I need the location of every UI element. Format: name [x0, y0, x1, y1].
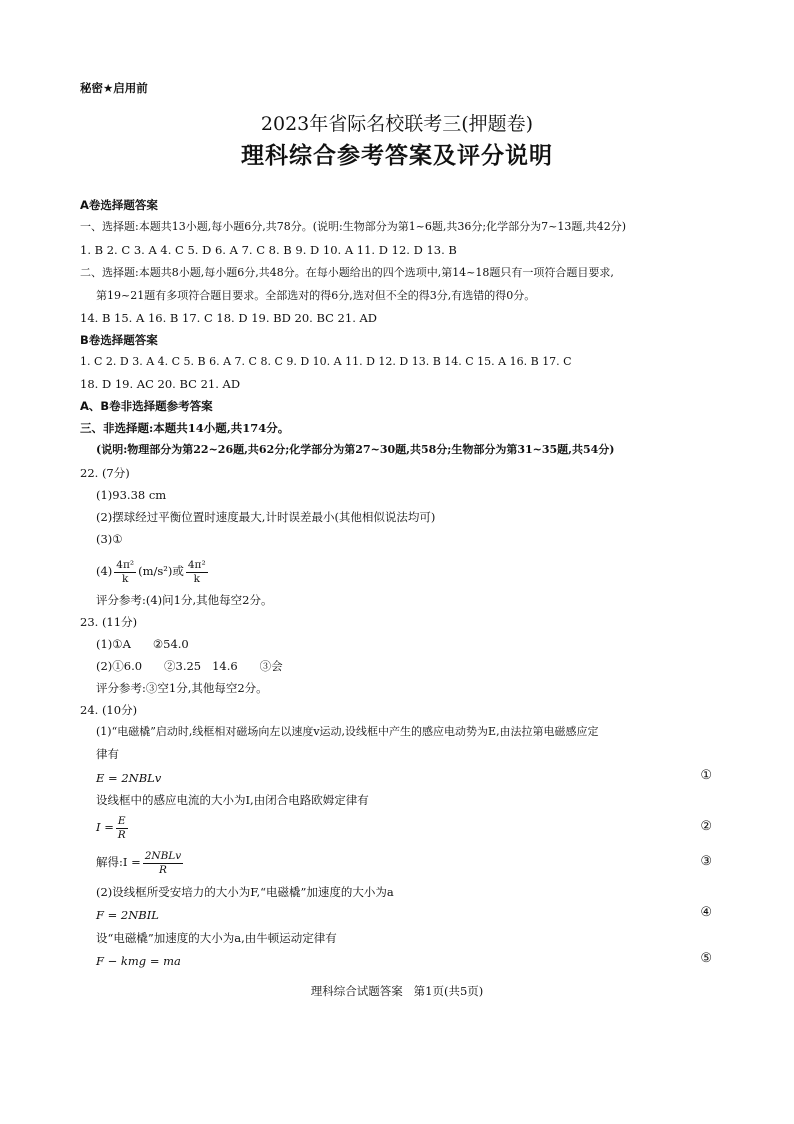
- q24-eq-1-number: ①: [700, 768, 712, 783]
- a-part2-desc-1: 二、选择题:本题共8小题,每小题6分,共48分。在每小题给出的四个选项中,第14~18题只有一项符合题目要求,: [80, 266, 614, 279]
- q24-para-2: 设线框中的感应电流的大小为I,由闭合电路欧姆定律有: [96, 793, 369, 807]
- secret-label: 秘密★启用前: [80, 81, 148, 95]
- q24-eq-2-den: R: [117, 828, 126, 841]
- q22-line-3: (3)①: [96, 532, 123, 546]
- part3-note: (说明:物理部分为第22~26题,共62分;化学部分为第27~30题,共58分;生物部分为第31~35题,共54分): [96, 443, 615, 456]
- q24-eq-3-lhs: 解得:I =: [96, 855, 141, 869]
- q24-eq-3-num: 2NBLv: [144, 849, 182, 862]
- exam-title: 2023年省际名校联考三(押题卷): [260, 113, 534, 135]
- ab-heading: A、B卷非选择题参考答案: [80, 399, 213, 413]
- q24-eq-3: [96, 847, 185, 877]
- q24-eq-3-den: R: [159, 863, 167, 876]
- q22-frac1-den: k: [122, 572, 129, 585]
- q22-score: 评分参考:(4)问1分,其他每空2分。: [96, 593, 273, 607]
- q23-line-1: (1)①A ②54.0: [96, 637, 189, 651]
- q22-unit: (m/s²)或: [138, 564, 184, 578]
- q22-line-4: [96, 556, 210, 586]
- q24-eq-1: E = 2NBLv: [96, 771, 162, 785]
- doc-title: 理科综合参考答案及评分说明: [241, 142, 553, 169]
- a-part2-answers: 14. B 15. A 16. B 17. C 18. D 19. BD 20. BC 21. AD: [80, 311, 378, 325]
- q22-frac1-num: 4π²: [116, 558, 135, 571]
- q24-eq-2-num: E: [117, 814, 126, 827]
- q24-eq-5: F − kmg = ma: [96, 954, 181, 968]
- b-answers-2: 18. D 19. AC 20. BC 21. AD: [80, 377, 241, 391]
- q24-eq-2-lhs: I =: [96, 820, 114, 834]
- q22-frac2-den: k: [193, 572, 200, 585]
- part3-desc: 三、非选择题:本题共14小题,共174分。: [80, 421, 290, 435]
- q24-title: 24. (10分): [80, 703, 138, 717]
- q22-title: 22. (7分): [80, 466, 130, 480]
- q24-para-1b: 律有: [96, 747, 119, 761]
- q22-line-4-prefix: (4): [96, 564, 113, 578]
- a-heading: A卷选择题答案: [80, 198, 158, 212]
- a-part1-answers: 1. B 2. C 3. A 4. C 5. D 6. A 7. C 8. B 9. D 10. A 11. D 12. D 13. B: [80, 243, 457, 257]
- q24-eq-3-fraction: [143, 850, 184, 877]
- q23-line-2: (2)①6.0 ②3.25 14.6 ③会: [96, 659, 283, 673]
- q22-fraction-2: [186, 559, 208, 586]
- q22-frac2-num: 4π²: [187, 558, 206, 571]
- q24-eq-4-number: ④: [700, 905, 712, 920]
- q22-line-1: (1)93.38 cm: [96, 488, 167, 502]
- q22-fraction-1: [114, 559, 136, 586]
- q23-title: 23. (11分): [80, 615, 138, 629]
- q24-para-3: (2)设线框所受安培力的大小为F,“电磁橇”加速度的大小为a: [96, 885, 394, 899]
- page-footer: 理科综合试题答案 第1页(共5页): [310, 984, 484, 998]
- q24-para-1a: (1)“电磁橇”启动时,线框相对磁场向左以速度v运动,设线框中产生的感应电动势为E,由法拉第电磁感应定: [96, 725, 599, 738]
- q24-para-4: 设“电磁橇”加速度的大小为a,由牛顿运动定律有: [96, 931, 337, 945]
- b-heading: B卷选择题答案: [80, 333, 158, 347]
- q22-line-2: (2)摆球经过平衡位置时速度最大,计时误差最小(其他相似说法均可): [96, 510, 436, 524]
- q24-eq-2-fraction: [116, 815, 128, 842]
- q24-eq-2: [96, 812, 130, 842]
- b-answers-1: 1. C 2. D 3. A 4. C 5. B 6. A 7. C 8. C 9. D 10. A 11. D 12. D 13. B 14. C 15. A 16. B 17. C: [80, 355, 572, 368]
- q23-score: 评分参考:③空1分,其他每空2分。: [96, 681, 268, 695]
- q24-eq-5-number: ⑤: [700, 951, 712, 966]
- q24-eq-4: F = 2NBIL: [96, 908, 159, 922]
- a-part1-desc: 一、选择题:本题共13小题,每小题6分,共78分。(说明:生物部分为第1~6题,共36分;化学部分为7~13题,共42分): [80, 220, 627, 233]
- q24-eq-3-number: ③: [700, 854, 712, 869]
- a-part2-desc-2: 第19~21题有多项符合题目要求。全部选对的得6分,选对但不全的得3分,有选错的得0分。: [96, 289, 536, 302]
- q24-eq-2-number: ②: [700, 819, 712, 834]
